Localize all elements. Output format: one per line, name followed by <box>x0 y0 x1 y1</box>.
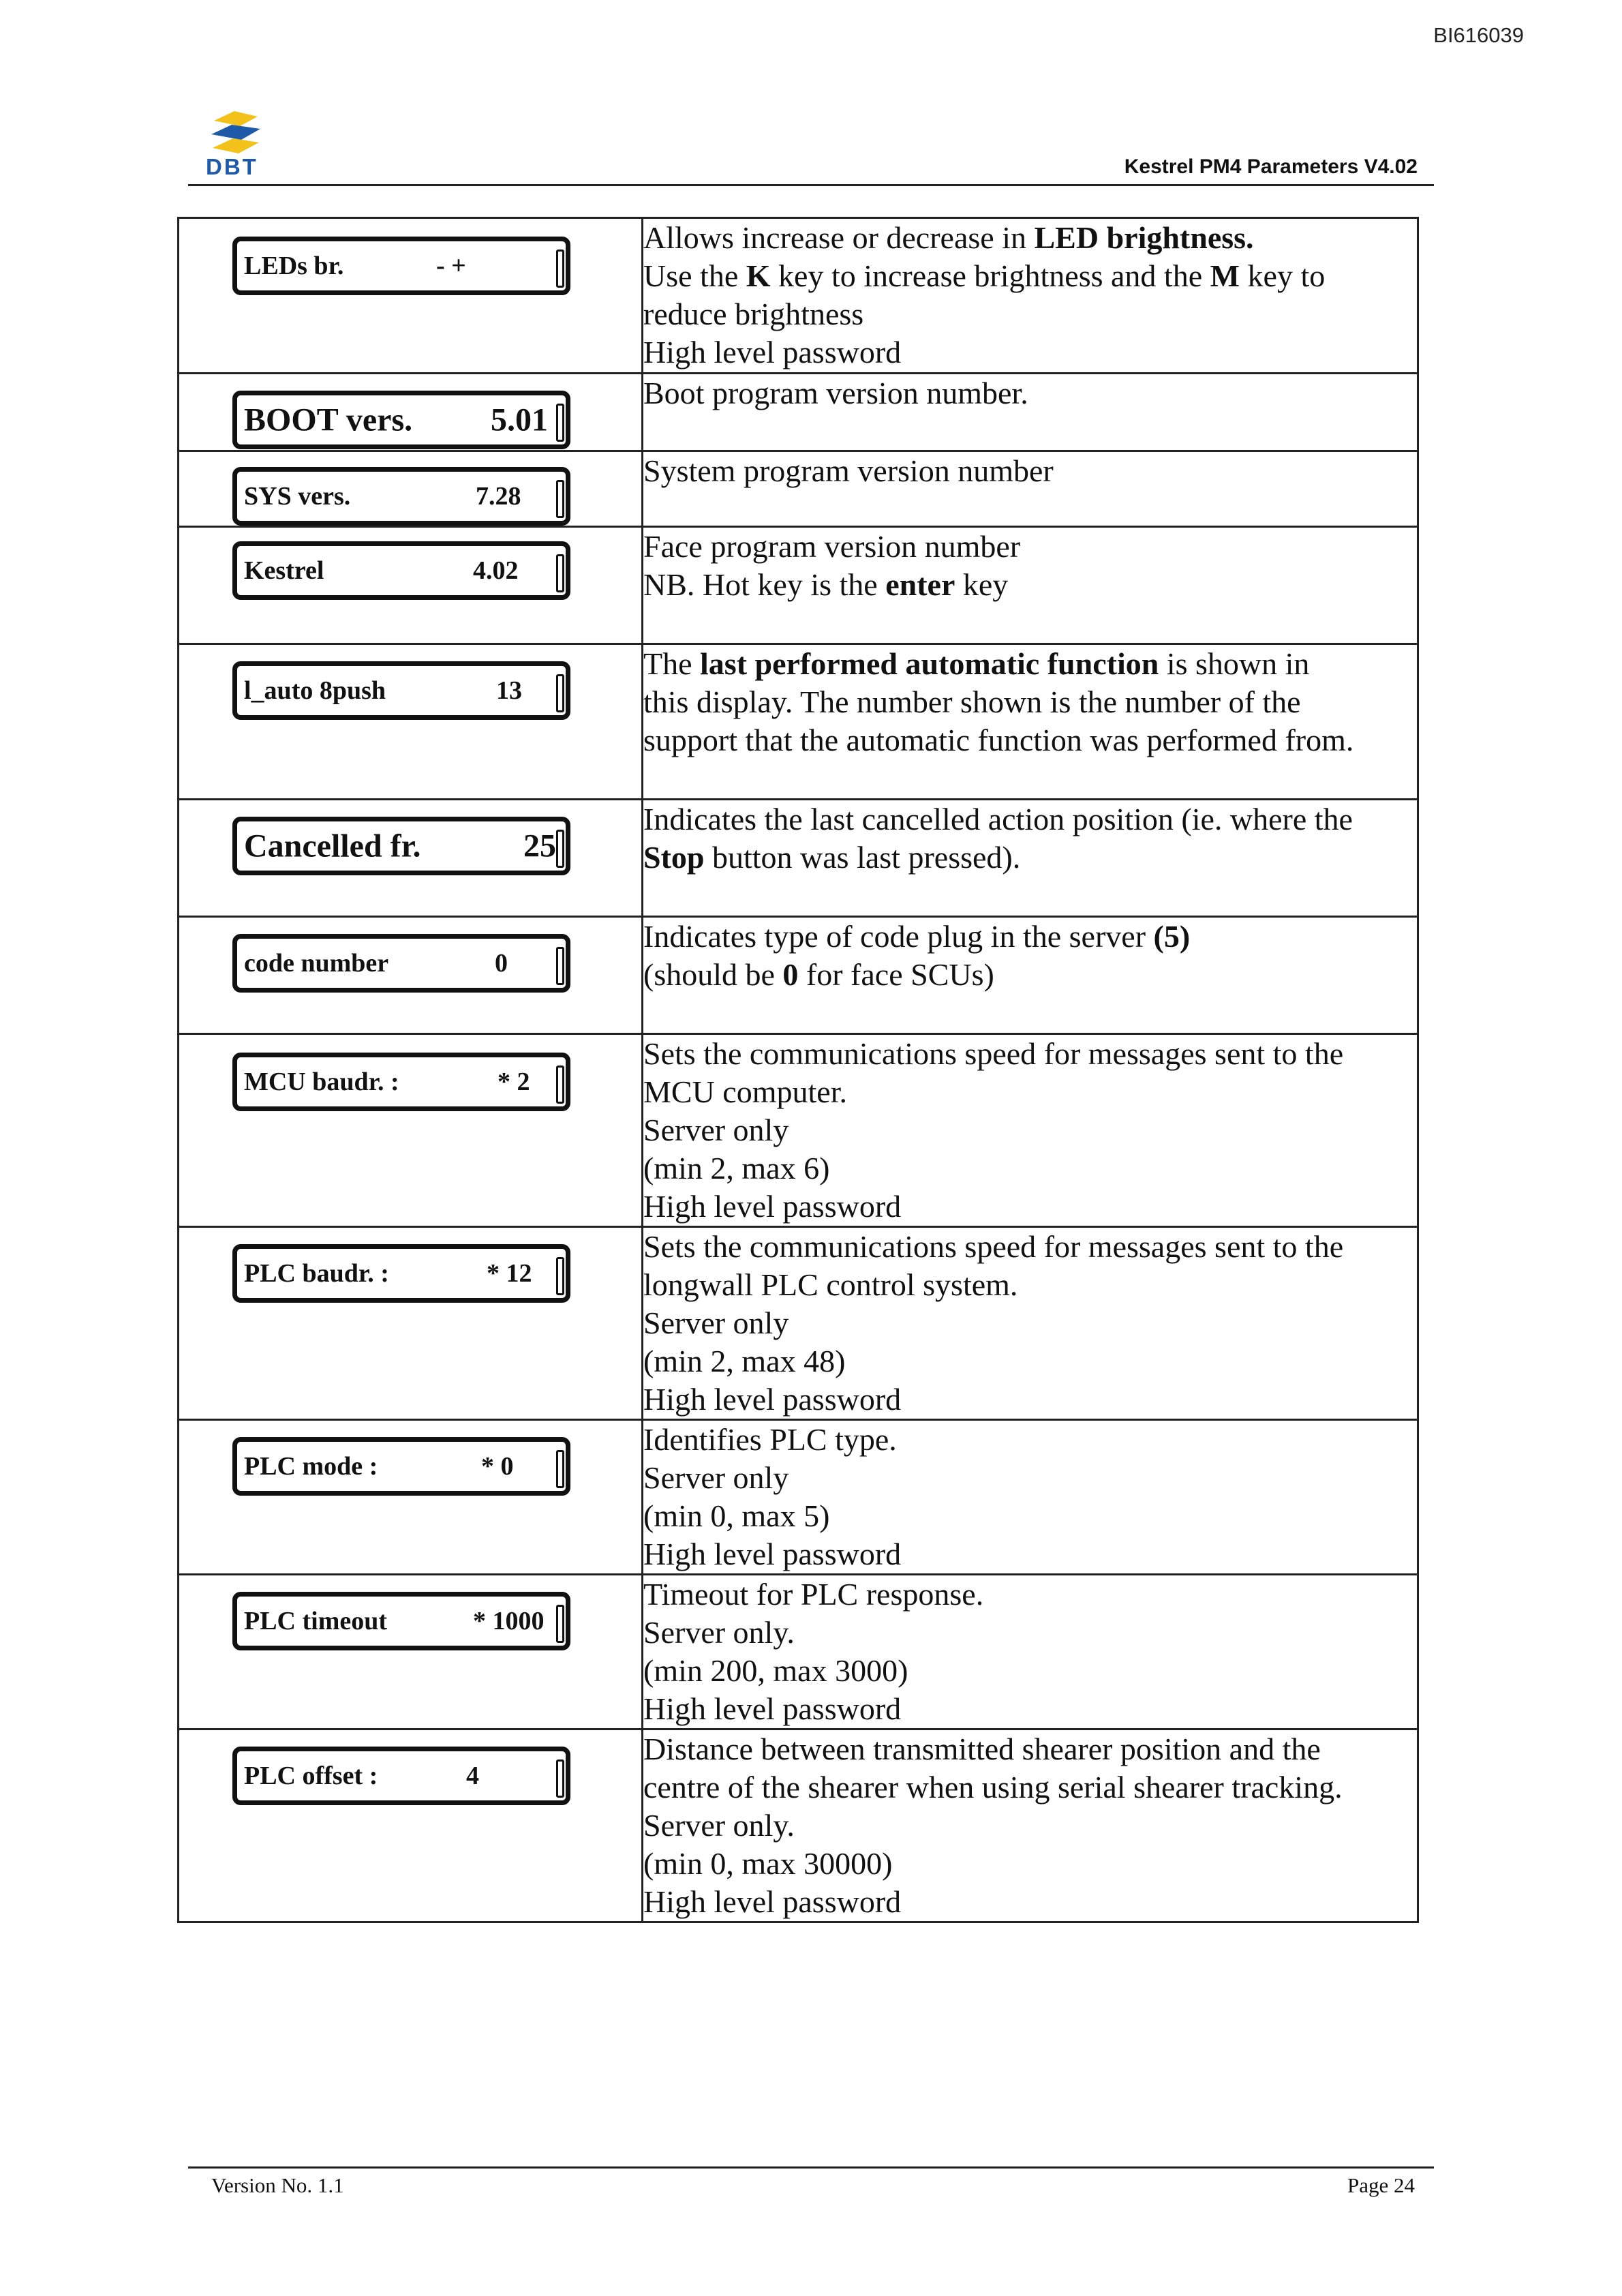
lcd-label: PLC baudr. : <box>244 1259 389 1288</box>
description-text: centre of the shearer when using serial shearer tracking. <box>643 1770 1343 1804</box>
description-line <box>643 1730 1417 1768</box>
description-line <box>643 1149 1417 1188</box>
lcd-display <box>232 1437 570 1496</box>
lcd-cell <box>179 1729 643 1922</box>
description-cell <box>643 451 1418 527</box>
lcd-label: PLC offset : <box>244 1762 378 1790</box>
lcd-value: 25 <box>523 828 556 864</box>
lcd-cell <box>179 1034 643 1227</box>
lcd-display <box>232 237 570 295</box>
bold-text: LED brightness. <box>1034 220 1254 255</box>
lcd-value: 0 <box>495 949 508 978</box>
description-text: The <box>643 646 701 681</box>
lcd-cell <box>179 218 643 374</box>
lcd-display <box>232 1747 570 1805</box>
description-line <box>643 1690 1417 1728</box>
bold-text: K <box>746 258 771 293</box>
lcd-value: 4.02 <box>473 556 519 585</box>
description-text: Face program version number <box>643 529 1021 564</box>
description-line <box>643 1535 1417 1573</box>
description-text: Server only <box>643 1113 789 1147</box>
description-line <box>643 528 1417 566</box>
parameter-row <box>179 527 1418 644</box>
bold-text: (5) <box>1153 919 1191 954</box>
description-cell <box>643 1729 1418 1922</box>
description-text: Sets the communications speed for messages sent to the <box>643 1229 1344 1264</box>
description-cell <box>643 644 1418 800</box>
description-text: Timeout for PLC response. <box>643 1577 984 1612</box>
description-text: (min 2, max 48) <box>643 1344 846 1378</box>
description-cell <box>643 374 1418 451</box>
description-line <box>643 1073 1417 1111</box>
description-line <box>643 452 1417 490</box>
description-text: High level password <box>643 1382 902 1417</box>
lcd-label: Kestrel <box>244 556 324 585</box>
description-line <box>643 219 1417 257</box>
description-line <box>643 1575 1417 1614</box>
lcd-label: PLC timeout <box>244 1607 388 1635</box>
description-text: High level password <box>643 1537 902 1571</box>
lcd-cell <box>179 644 643 800</box>
lcd-cell <box>179 451 643 527</box>
parameter-row <box>179 1729 1418 1922</box>
lcd-label: LEDs br. <box>244 252 344 280</box>
bold-text: M <box>1210 258 1240 293</box>
lcd-cell <box>179 800 643 917</box>
document-id: BI616039 <box>1433 23 1524 47</box>
parameter-row <box>179 374 1418 451</box>
description-cell <box>643 527 1418 644</box>
description-line <box>643 1228 1417 1266</box>
description-line <box>643 721 1417 759</box>
parameter-row <box>179 218 1418 374</box>
parameter-row <box>179 1420 1418 1575</box>
lcd-label: code number <box>244 949 389 978</box>
lcd-label: Cancelled fr. <box>244 828 421 864</box>
version-number: Version No. 1.1 <box>211 2173 344 2197</box>
description-cell <box>643 917 1418 1034</box>
description-line <box>643 1883 1417 1921</box>
description-text: Server only. <box>643 1808 795 1843</box>
description-line <box>643 800 1417 839</box>
logo-text: DBT <box>206 154 258 179</box>
bold-text: last performed automatic function <box>700 646 1159 681</box>
parameter-row <box>179 917 1418 1034</box>
parameter-row <box>179 644 1418 800</box>
description-line <box>643 1652 1417 1690</box>
description-line <box>643 295 1417 333</box>
description-line <box>643 645 1417 683</box>
description-text: Identifies PLC type. <box>643 1422 897 1457</box>
lcd-display <box>232 467 570 526</box>
lcd-value: 4 <box>466 1762 479 1790</box>
lcd-label: SYS vers. <box>244 482 351 511</box>
description-cell <box>643 1034 1418 1227</box>
lcd-value: * 0 <box>481 1452 514 1481</box>
description-text: is shown in <box>1159 646 1310 681</box>
description-text: High level password <box>643 335 902 369</box>
description-text: longwall PLC control system. <box>643 1267 1018 1302</box>
description-line <box>643 956 1417 994</box>
lcd-label: BOOT vers. <box>244 402 413 438</box>
lcd-value: * 2 <box>498 1068 530 1096</box>
description-text: System program version number <box>643 453 1054 488</box>
description-text: (min 200, max 3000) <box>643 1653 908 1688</box>
description-text: (min 0, max 5) <box>643 1498 830 1533</box>
description-line <box>643 1768 1417 1807</box>
description-line <box>643 1342 1417 1380</box>
description-line <box>643 839 1417 877</box>
lcd-cell <box>179 527 643 644</box>
description-text: Distance between transmitted shearer position and the <box>643 1732 1321 1766</box>
description-cell <box>643 800 1418 917</box>
description-line <box>643 1111 1417 1149</box>
description-text: Server only <box>643 1305 789 1340</box>
lcd-display <box>232 1244 570 1303</box>
parameter-row <box>179 800 1418 917</box>
description-text: Sets the communications speed for messages sent to the <box>643 1036 1344 1071</box>
description-line <box>643 683 1417 721</box>
description-line <box>643 1614 1417 1652</box>
lcd-value: - + <box>436 252 466 280</box>
lcd-display <box>232 1053 570 1111</box>
lcd-display <box>232 1592 570 1650</box>
description-text: High level password <box>643 1691 902 1726</box>
description-line <box>643 566 1417 604</box>
description-cell <box>643 1575 1418 1729</box>
description-line <box>643 1807 1417 1845</box>
description-line <box>643 257 1417 295</box>
bold-text: enter <box>885 567 955 602</box>
header-divider <box>188 184 1434 186</box>
description-text: NB. Hot key is the <box>643 567 886 602</box>
description-text: key <box>955 567 1009 602</box>
description-text: for face SCUs) <box>798 957 994 992</box>
lcd-value: * 12 <box>487 1259 532 1288</box>
lcd-value: * 1000 <box>473 1607 545 1635</box>
lcd-label: MCU baudr. : <box>244 1068 399 1096</box>
description-text: reduce brightness <box>643 297 864 331</box>
description-line <box>643 1421 1417 1459</box>
parameters-table <box>177 217 1419 1923</box>
lcd-cell <box>179 1227 643 1420</box>
description-text: (should be <box>643 957 783 992</box>
parameter-row <box>179 1227 1418 1420</box>
lcd-value: 5.01 <box>491 402 548 438</box>
bold-text: Stop <box>643 840 705 875</box>
description-line <box>643 1266 1417 1304</box>
description-line <box>643 1035 1417 1073</box>
description-line <box>643 333 1417 372</box>
description-line <box>643 1304 1417 1342</box>
description-text: support that the automatic function was performed from. <box>643 723 1354 757</box>
parameter-row <box>179 1575 1418 1729</box>
description-line <box>643 918 1417 956</box>
lcd-display <box>232 541 570 600</box>
description-text: High level password <box>643 1884 902 1919</box>
description-text: button was last pressed). <box>704 840 1021 875</box>
lcd-label: l_auto 8push <box>244 676 386 705</box>
document-title: Kestrel PM4 Parameters V4.02 <box>1124 155 1418 178</box>
description-line <box>643 1188 1417 1226</box>
lcd-cell <box>179 917 643 1034</box>
description-text: key to increase brightness and the <box>770 258 1210 293</box>
description-text: Indicates the last cancelled action position (ie. where the <box>643 802 1353 836</box>
lcd-value: 13 <box>496 676 522 705</box>
page-number: Page 24 <box>1347 2173 1415 2197</box>
lcd-display <box>232 817 570 875</box>
description-text: (min 2, max 6) <box>643 1151 830 1185</box>
description-cell <box>643 218 1418 374</box>
description-text: MCU computer. <box>643 1074 847 1109</box>
description-line <box>643 1459 1417 1497</box>
bold-text: 0 <box>782 957 799 992</box>
lcd-cell <box>179 374 643 451</box>
description-text: Indicates type of code plug in the server <box>643 919 1154 954</box>
description-cell <box>643 1227 1418 1420</box>
description-text: Use the <box>643 258 746 293</box>
parameter-row <box>179 451 1418 527</box>
lcd-cell <box>179 1575 643 1729</box>
description-text: (min 0, max 30000) <box>643 1846 893 1881</box>
lcd-display <box>232 661 570 720</box>
lcd-value: 7.28 <box>476 482 521 511</box>
description-text: this display. The number shown is the number of the <box>643 684 1301 719</box>
lcd-cell <box>179 1420 643 1575</box>
lcd-display <box>232 934 570 993</box>
lcd-label: PLC mode : <box>244 1452 378 1481</box>
description-text: Allows increase or decrease in <box>643 220 1035 255</box>
description-line <box>643 1380 1417 1419</box>
description-line <box>643 1845 1417 1883</box>
description-text: key to <box>1240 258 1326 293</box>
description-text: Boot program version number. <box>643 376 1028 410</box>
description-text: High level password <box>643 1189 902 1224</box>
description-line <box>643 1497 1417 1535</box>
description-text: Server only. <box>643 1615 795 1650</box>
description-text: Server only <box>643 1460 789 1495</box>
parameter-row <box>179 1034 1418 1227</box>
lcd-display <box>232 391 570 449</box>
description-line <box>643 374 1417 412</box>
footer-divider <box>188 2166 1434 2169</box>
description-cell <box>643 1420 1418 1575</box>
